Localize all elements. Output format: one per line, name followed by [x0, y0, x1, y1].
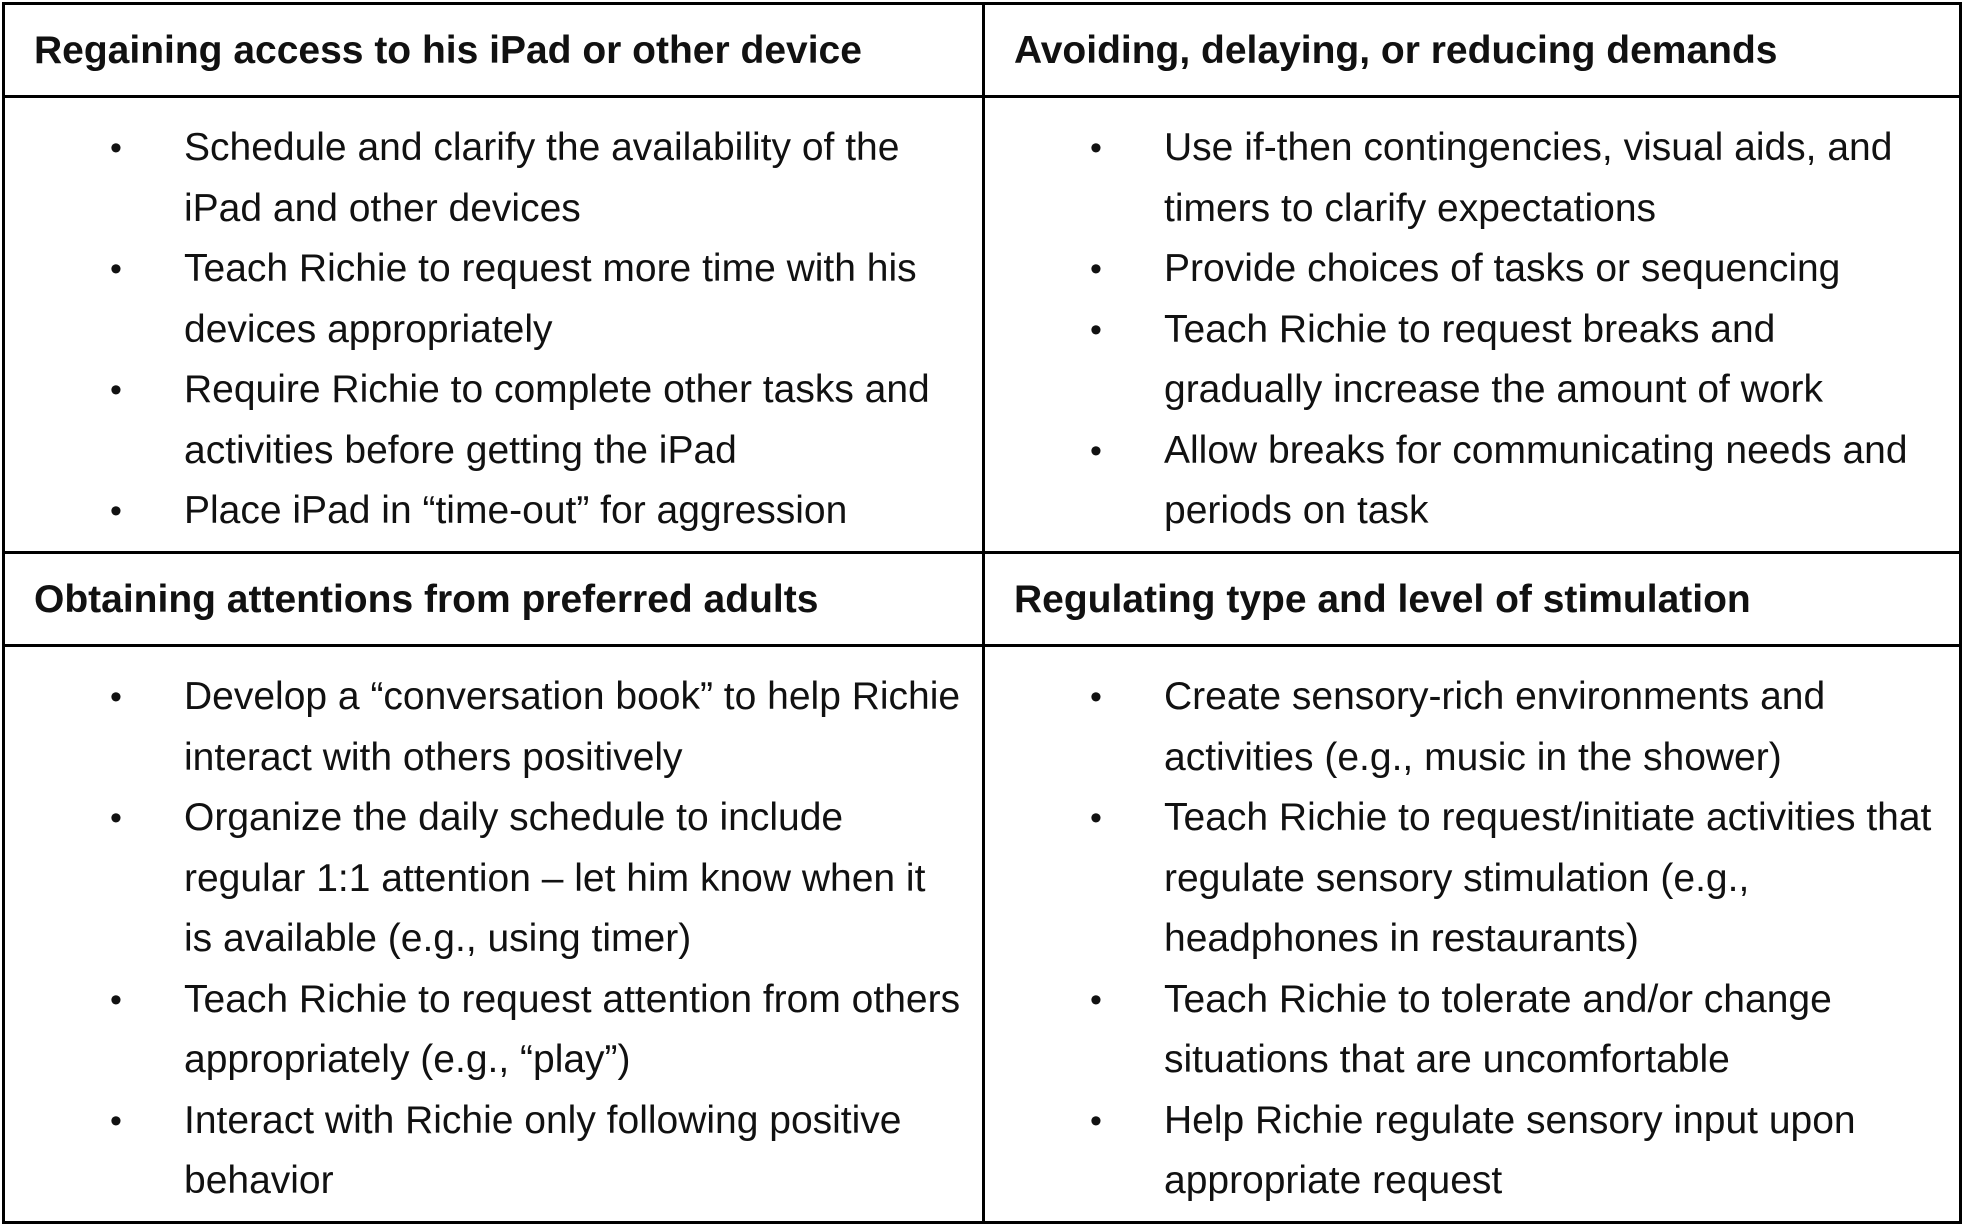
strategy-table — [2, 2, 1962, 1224]
list-item-text: Teach Richie to request/initiate activities that regulate sensory stimulation (e.g., headphones in restaurants) — [1164, 796, 1932, 960]
list-item — [5, 481, 982, 542]
list-item — [5, 970, 982, 1091]
list-item-text: Develop a “conversation book” to help Richie interact with others positively — [184, 675, 961, 779]
list-item — [5, 1091, 982, 1212]
list-item-text: Organize the daily schedule to include regular 1:1 attention – let him know when it is available (e.g., using timer) — [184, 796, 926, 960]
list-item — [985, 788, 1962, 970]
list-item-text: Schedule and clarify the availability of the iPad and other devices — [184, 126, 900, 230]
list-item-text: Use if-then contingencies, visual aids, and timers to clarify expectations — [1164, 126, 1893, 230]
list-item-text: Help Richie regulate sensory input upon appropriate request — [1164, 1098, 1856, 1202]
bullet-icon: • — [110, 799, 122, 837]
bullet-icon: • — [110, 678, 122, 716]
list-item — [985, 421, 1962, 542]
list-item — [985, 667, 1962, 788]
body-cell-obtaining-attention — [5, 647, 985, 1221]
body-cell-avoiding-demands — [985, 98, 1962, 554]
list-item-text: Place iPad in “time-out” for aggression — [184, 489, 848, 532]
header-cell-obtaining-attention — [5, 554, 985, 647]
bullet-icon: • — [110, 980, 122, 1019]
bullet-list-regaining-access — [5, 118, 982, 542]
bullet-list-regulating-stimulation — [985, 667, 1962, 1212]
bullet-icon: • — [110, 492, 122, 530]
bullet-icon: • — [110, 1101, 122, 1140]
list-item — [5, 118, 982, 239]
list-item — [985, 300, 1962, 421]
list-item-text: Interact with Richie only following positive behavior — [184, 1098, 902, 1202]
list-item — [5, 667, 982, 788]
bullet-icon: • — [1090, 129, 1102, 167]
list-item — [985, 239, 1962, 300]
body-cell-regaining-access — [5, 98, 985, 554]
header-cell-regaining-access — [5, 5, 985, 98]
body-cell-regulating-stimulation — [985, 647, 1962, 1221]
bullet-icon: • — [1090, 310, 1102, 349]
bullet-icon: • — [1090, 431, 1102, 470]
bullet-list-avoiding-demands — [985, 118, 1962, 542]
bullet-icon: • — [110, 129, 122, 167]
list-item-text: Teach Richie to request more time with his devices appropriately — [184, 247, 917, 351]
list-item-text: Teach Richie to request attention from others appropriately (e.g., “play”) — [184, 977, 961, 1081]
header-cell-regulating-stimulation — [985, 554, 1962, 647]
header-regulating-stimulation: Regulating type and level of stimulation — [1014, 578, 1751, 621]
list-item — [985, 970, 1962, 1091]
list-item — [5, 360, 982, 481]
list-item-text: Teach Richie to request breaks and gradually increase the amount of work — [1164, 307, 1824, 411]
list-item-text: Provide choices of tasks or sequencing — [1164, 247, 1841, 290]
list-item-text: Create sensory-rich environments and activities (e.g., music in the shower) — [1164, 675, 1826, 779]
bullet-icon: • — [1090, 980, 1102, 1019]
bullet-icon: • — [1090, 250, 1102, 288]
bullet-icon: • — [1090, 1101, 1102, 1140]
list-item-text: Require Richie to complete other tasks and activities before getting the iPad — [184, 368, 930, 472]
header-avoiding-demands: Avoiding, delaying, or reducing demands — [1014, 29, 1778, 72]
list-item — [5, 239, 982, 360]
header-obtaining-attention: Obtaining attentions from preferred adults — [34, 578, 819, 621]
list-item-text: Allow breaks for communicating needs and periods on task — [1164, 428, 1908, 532]
list-item — [985, 118, 1962, 239]
list-item — [985, 1091, 1962, 1212]
bullet-icon: • — [1090, 678, 1102, 716]
list-item-text: Teach Richie to tolerate and/or change situations that are uncomfortable — [1164, 977, 1832, 1081]
list-item — [5, 788, 982, 970]
bullet-list-obtaining-attention — [5, 667, 982, 1212]
bullet-icon: • — [110, 250, 122, 288]
header-regaining-access: Regaining access to his iPad or other device — [34, 29, 862, 72]
header-cell-avoiding-demands — [985, 5, 1962, 98]
bullet-icon: • — [1090, 799, 1102, 837]
bullet-icon: • — [110, 371, 122, 409]
